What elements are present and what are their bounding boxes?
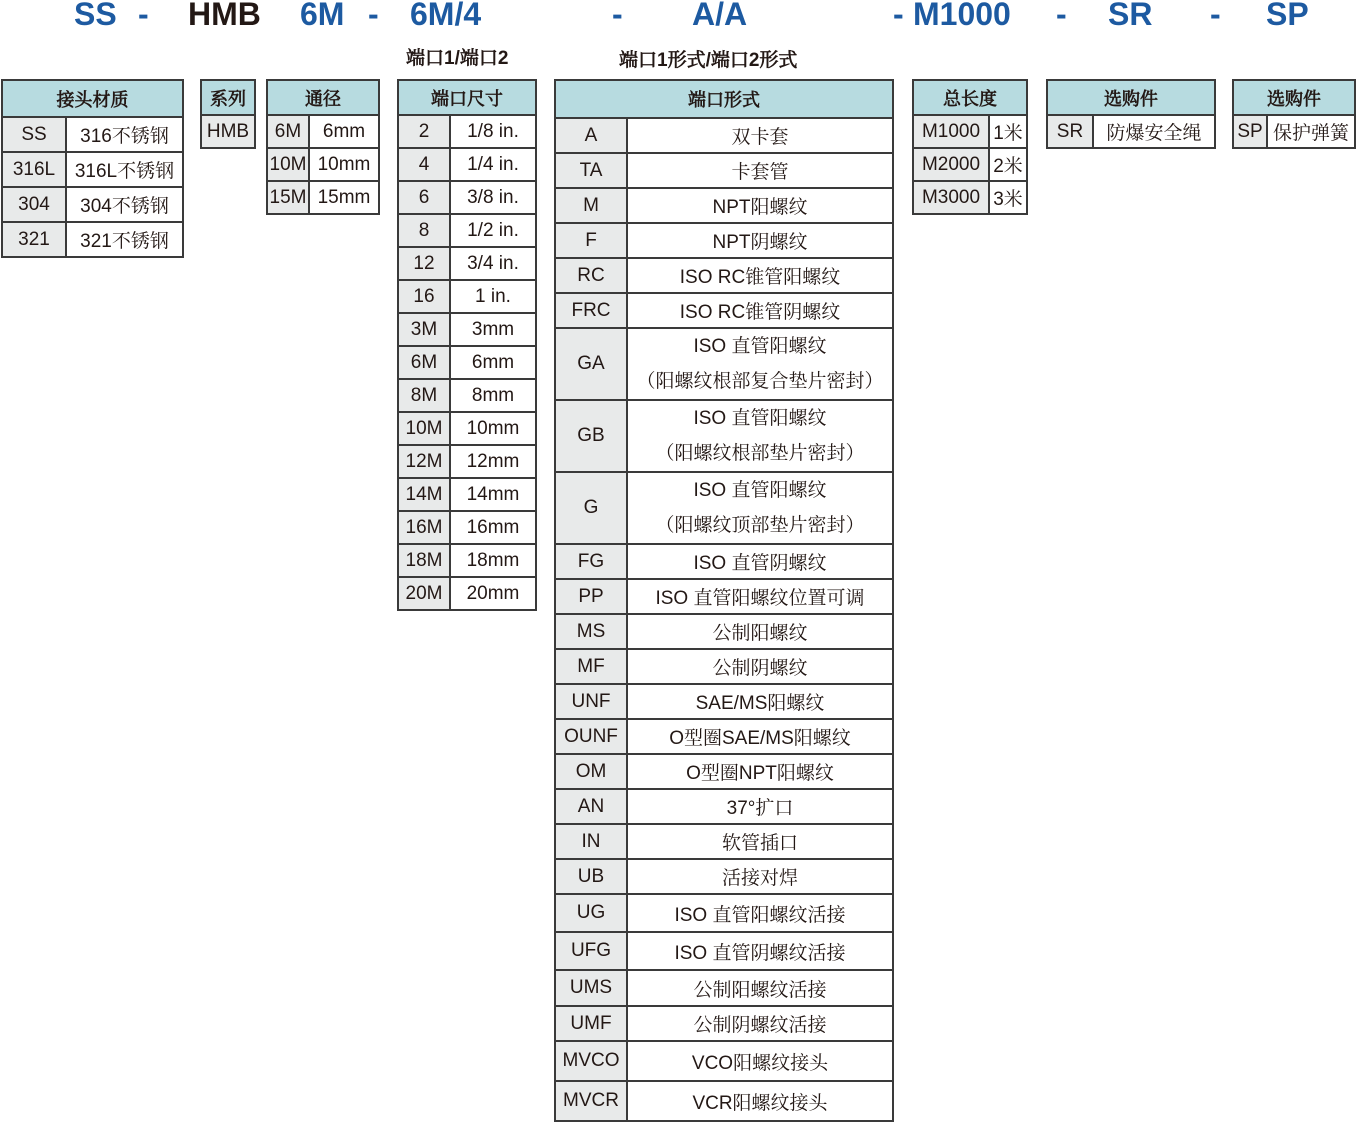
length-code: M1000 <box>913 115 989 148</box>
option-code: SP <box>1233 115 1267 148</box>
port-form-code: UB <box>555 859 627 894</box>
port-form-code: AN <box>555 789 627 824</box>
port-form-code: A <box>555 118 627 153</box>
port-form-desc: 公制阳螺纹 <box>627 614 893 649</box>
port-form-code: MS <box>555 614 627 649</box>
port-form-desc: ISO 直管阳螺纹活接 <box>627 894 893 932</box>
port-size-table <box>397 79 537 611</box>
option-desc: 保护弹簧 <box>1267 115 1355 148</box>
material-code: 321 <box>2 222 66 257</box>
port-form-code: MVCO <box>555 1041 627 1081</box>
port-form-desc: O型圈SAE/MS阳螺纹 <box>627 719 893 754</box>
port-form-code: UFG <box>555 932 627 970</box>
length-code: M3000 <box>913 181 989 214</box>
port-size-code: 8M <box>398 379 450 412</box>
caption-port-form: 端口1形式/端口2形式 <box>619 50 798 71</box>
port-form-code: UNF <box>555 684 627 719</box>
code-dash: - <box>1210 0 1221 32</box>
port-form-desc-line2: （阳螺纹根部复合垫片密封） <box>636 371 884 392</box>
port-form-code: PP <box>555 579 627 614</box>
port-form-code: UMS <box>555 970 627 1006</box>
port-form-desc-line1: ISO 直管阳螺纹 <box>693 408 827 429</box>
port-form-code: G <box>555 472 627 544</box>
port-form-code: MF <box>555 649 627 684</box>
port-size-value: 12mm <box>450 445 536 478</box>
port-size-value: 18mm <box>450 544 536 577</box>
port-size-code: 16 <box>398 280 450 313</box>
table-header: 端口尺寸 <box>398 80 536 115</box>
port-size-value: 10mm <box>450 412 536 445</box>
port-size-code: 12M <box>398 445 450 478</box>
port-form-code: FG <box>555 544 627 579</box>
port-size-value: 1/4 in. <box>450 148 536 181</box>
port-size-code: 14M <box>398 478 450 511</box>
port-form-desc-line2: （阳螺纹根部垫片密封） <box>655 443 865 464</box>
bore-code: 10M <box>267 148 309 181</box>
port-size-value: 1/2 in. <box>450 214 536 247</box>
port-form-code: OM <box>555 754 627 789</box>
table-header: 接头材质 <box>2 80 183 117</box>
code-series: HMB <box>188 0 261 32</box>
port-form-desc <box>627 400 893 472</box>
port-form-desc: 活接对焊 <box>627 859 893 894</box>
length-table <box>912 79 1028 215</box>
material-name: 321不锈钢 <box>66 222 183 257</box>
bore-table <box>266 79 380 215</box>
code-dash: - <box>1056 0 1067 32</box>
port-form-code: F <box>555 223 627 258</box>
option-sr-table <box>1046 79 1216 149</box>
port-size-code: 6 <box>398 181 450 214</box>
table-header: 端口形式 <box>555 80 893 118</box>
table-header: 总长度 <box>913 80 1027 115</box>
material-table <box>1 79 184 258</box>
code-dash: - <box>368 0 379 32</box>
port-size-value: 1/8 in. <box>450 115 536 148</box>
code-material: SS <box>74 0 117 32</box>
port-size-value: 16mm <box>450 511 536 544</box>
port-form-code: MVCR <box>555 1081 627 1121</box>
port-form-code: RC <box>555 258 627 293</box>
port-size-value: 6mm <box>450 346 536 379</box>
port-size-code: 16M <box>398 511 450 544</box>
code-dash: - <box>612 0 623 32</box>
material-name: 316不锈钢 <box>66 117 183 152</box>
port-size-value: 3/8 in. <box>450 181 536 214</box>
code-bore: 6M <box>300 0 345 32</box>
length-value: 3米 <box>989 181 1027 214</box>
code-dash: - <box>893 0 904 32</box>
port-size-code: 18M <box>398 544 450 577</box>
port-form-code: FRC <box>555 293 627 328</box>
port-form-desc: ISO 直管阳螺纹位置可调 <box>627 579 893 614</box>
port-form-desc: VCO阳螺纹接头 <box>627 1041 893 1081</box>
port-form-desc: NPT阳螺纹 <box>627 188 893 223</box>
port-size-code: 3M <box>398 313 450 346</box>
length-code: M2000 <box>913 148 989 181</box>
material-name: 304不锈钢 <box>66 187 183 222</box>
port-form-desc: 卡套管 <box>627 153 893 188</box>
material-name: 316L不锈钢 <box>66 152 183 187</box>
option-desc: 防爆安全绳 <box>1093 115 1215 148</box>
port-form-code: UG <box>555 894 627 932</box>
port-form-desc: ISO 直管阴螺纹 <box>627 544 893 579</box>
port-form-desc <box>627 472 893 544</box>
port-size-code: 6M <box>398 346 450 379</box>
material-code: 304 <box>2 187 66 222</box>
material-code: SS <box>2 117 66 152</box>
port-size-value: 1 in. <box>450 280 536 313</box>
port-size-code: 4 <box>398 148 450 181</box>
port-form-table <box>554 79 894 1122</box>
material-code: 316L <box>2 152 66 187</box>
port-form-desc: ISO RC锥管阳螺纹 <box>627 258 893 293</box>
port-form-desc: ISO 直管阴螺纹活接 <box>627 932 893 970</box>
port-form-desc: 公制阳螺纹活接 <box>627 970 893 1006</box>
series-table <box>200 79 256 149</box>
code-length: M1000 <box>913 0 1011 32</box>
code-option-sr: SR <box>1108 0 1153 32</box>
length-value: 2米 <box>989 148 1027 181</box>
port-size-code: 8 <box>398 214 450 247</box>
port-form-code: M <box>555 188 627 223</box>
port-form-desc <box>627 328 893 400</box>
port-form-code: GB <box>555 400 627 472</box>
port-size-code: 12 <box>398 247 450 280</box>
port-form-desc: ISO RC锥管阴螺纹 <box>627 293 893 328</box>
port-form-desc: 公制阴螺纹 <box>627 649 893 684</box>
port-form-code: UMF <box>555 1006 627 1041</box>
bore-size: 10mm <box>309 148 379 181</box>
port-form-desc-line1: ISO 直管阳螺纹 <box>693 480 827 501</box>
bore-code: 15M <box>267 181 309 214</box>
port-size-code: 10M <box>398 412 450 445</box>
bore-size: 15mm <box>309 181 379 214</box>
port-size-code: 20M <box>398 577 450 610</box>
series-code: HMB <box>201 115 255 148</box>
table-header: 选购件 <box>1233 80 1355 115</box>
code-option-sp: SP <box>1266 0 1309 32</box>
code-port-form: A/A <box>692 0 748 32</box>
port-form-desc: 公制阴螺纹活接 <box>627 1006 893 1041</box>
length-value: 1米 <box>989 115 1027 148</box>
port-size-value: 3/4 in. <box>450 247 536 280</box>
port-form-desc: 37°扩口 <box>627 789 893 824</box>
port-form-desc: NPT阴螺纹 <box>627 223 893 258</box>
port-size-value: 3mm <box>450 313 536 346</box>
table-header: 通径 <box>267 80 379 115</box>
port-form-code: TA <box>555 153 627 188</box>
port-form-desc: VCR阳螺纹接头 <box>627 1081 893 1121</box>
port-form-code: OUNF <box>555 719 627 754</box>
port-size-code: 2 <box>398 115 450 148</box>
option-code: SR <box>1047 115 1093 148</box>
option-sp-table <box>1232 79 1356 149</box>
port-form-desc: 双卡套 <box>627 118 893 153</box>
table-header: 选购件 <box>1047 80 1215 115</box>
table-header: 系列 <box>201 80 255 115</box>
port-size-value: 8mm <box>450 379 536 412</box>
port-form-desc: SAE/MS阳螺纹 <box>627 684 893 719</box>
port-form-code: IN <box>555 824 627 859</box>
port-form-desc-line2: （阳螺纹顶部垫片密封） <box>655 515 865 536</box>
port-form-code: GA <box>555 328 627 400</box>
bore-code: 6M <box>267 115 309 148</box>
caption-port-size: 端口1/端口2 <box>406 48 509 69</box>
port-form-desc: 软管插口 <box>627 824 893 859</box>
port-size-value: 20mm <box>450 577 536 610</box>
bore-size: 6mm <box>309 115 379 148</box>
port-form-desc: O型圈NPT阳螺纹 <box>627 754 893 789</box>
code-dash: - <box>138 0 149 32</box>
port-form-desc-line1: ISO 直管阳螺纹 <box>693 336 827 357</box>
code-port-size: 6M/4 <box>410 0 482 32</box>
port-size-value: 14mm <box>450 478 536 511</box>
